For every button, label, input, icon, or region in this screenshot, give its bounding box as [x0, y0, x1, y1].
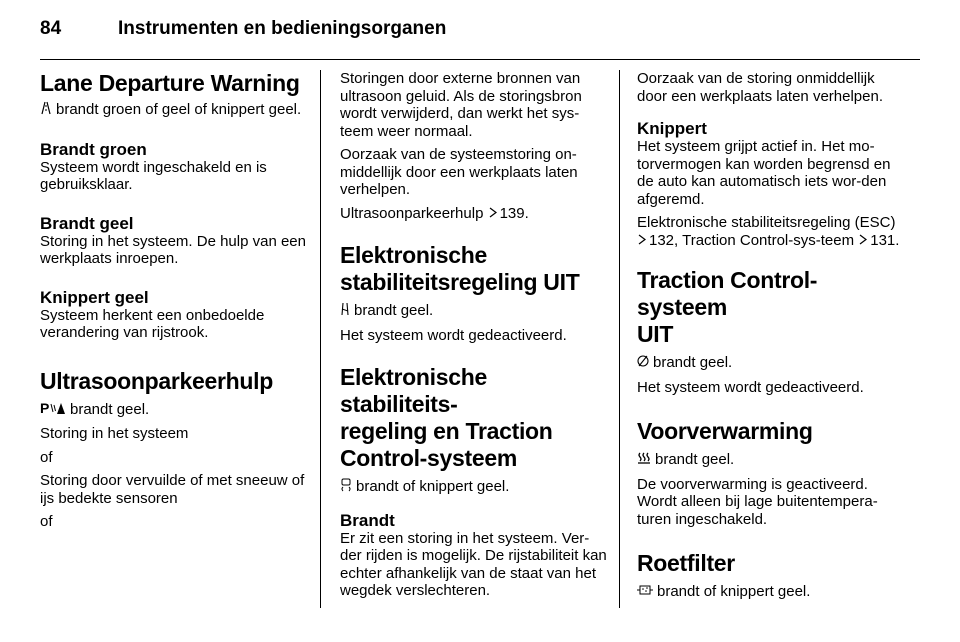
- section-title-parking: Ultrasoonparkeerhulp: [40, 367, 273, 394]
- preheating-paragraph: brandt geel.: [637, 451, 907, 470]
- section-title-esc-off: Elektronische stabiliteitsregeling UIT: [340, 242, 580, 295]
- subhead-knippert: Knippert: [637, 119, 707, 138]
- knippert-paragraph: Het systeem grijpt actief in. Het mo-torvermogen kan worden begrensd en de auto kan automatisch iets wor-den afgeremd.: [637, 138, 891, 208]
- esc-tc-paragraph: brandt of knippert geel.: [340, 478, 608, 497]
- blink-paragraph: Systeem herkent een onbedoelde verandering van rijstrook.: [40, 306, 265, 341]
- park-paragraph: P brandt geel.: [40, 400, 150, 418]
- subhead-brandt-groen: Brandt groen: [40, 139, 147, 159]
- park-text-2: of: [40, 448, 53, 466]
- section-title-traction-control-off: Traction Control-systeem UIT: [637, 267, 818, 347]
- column-3: [637, 70, 907, 608]
- parking-sensor-icon: [40, 401, 66, 420]
- subhead-brandt-geel: Brandt geel: [40, 213, 134, 233]
- page-header: [40, 16, 920, 52]
- glow-plug-icon: [637, 451, 651, 470]
- column-1: [40, 70, 308, 537]
- esc-off-paragraph-2: Het systeem wordt gedeactiveerd.: [340, 326, 567, 344]
- esc-off-paragraph: brandt geel.: [340, 302, 608, 321]
- section-title-esc-tc: Elektronische stabiliteits- regeling en Traction Control-systeem: [340, 364, 553, 471]
- column-divider-left: [320, 70, 321, 608]
- page-reference-icon: [488, 205, 498, 223]
- esc-off-icon: [340, 302, 350, 321]
- subhead-knippert-geel: Knippert geel: [40, 287, 149, 307]
- page-number: 84: [40, 18, 62, 39]
- preheating-paragraph-2: De voorverwarming is geactiveerd. Wordt alleen bij lage buitentempera-turen ingeschakeld.: [637, 475, 878, 528]
- section-title-preheating: Voorverwarming: [637, 418, 813, 444]
- esc-reference-paragraph: Elektronische stabiliteitsregeling (ESC) 132, Traction Control-sys-teem 131.: [637, 214, 900, 249]
- ldw-paragraph: brandt groen of geel of knippert geel.: [40, 101, 308, 120]
- park-text-4: of: [40, 513, 53, 530]
- page-reference-icon: [858, 232, 868, 250]
- svg-text:P: P: [40, 400, 50, 415]
- esc-skid-icon: [340, 478, 352, 497]
- park-text-1: Storing in het systeem: [40, 425, 189, 442]
- col2-paragraph-1: Storingen door externe bronnen van ultrasoon geluid. Als de storingsbron wordt verwijderd, dan werkt het sys-teem weer normaal.: [340, 70, 582, 140]
- subhead-brandt: Brandt: [340, 510, 395, 530]
- tc-off-paragraph: brandt geel.: [637, 354, 907, 373]
- green-paragraph: Systeem wordt ingeschakeld en is gebruiksklaar.: [40, 158, 267, 193]
- col2-paragraph-3: Ultrasoonparkeerhulp 139.: [340, 204, 529, 222]
- soot-filter-paragraph: brandt of knippert geel.: [637, 583, 907, 602]
- park-text-3: Storing door vervuilde of met sneeuw of ijs bedekte sensoren: [40, 472, 305, 507]
- header-divider: [40, 59, 920, 60]
- col2-paragraph-2: Oorzaak van de systeemstoring on-middellijk door een werkplaats laten verhelpen.: [340, 146, 578, 198]
- yellow-paragraph: Storing in het systeem. De hulp van een werkplaats inroepen.: [40, 232, 306, 267]
- section-title-soot-filter: Roetfilter: [637, 550, 735, 576]
- column-divider-right: [619, 70, 620, 608]
- lane-departure-icon: [40, 101, 52, 120]
- page-reference-icon: [637, 232, 647, 250]
- lit-paragraph: Er zit een storing in het systeem. Ver-der rijden is mogelijk. De rijstabiliteit kan echter afhankelijk van de staat van het wegdek verslechteren.: [340, 529, 607, 599]
- diesel-particulate-filter-icon: [637, 583, 653, 602]
- page-title: Instrumenten en bedieningsorganen: [118, 18, 447, 39]
- section-title-lane-departure: Lane Departure Warning: [40, 70, 300, 96]
- tc-off-paragraph-2: Het systeem wordt gedeactiveerd.: [637, 378, 864, 396]
- col3-paragraph-1: Oorzaak van de storing onmiddellijk door een werkplaats laten verhelpen.: [637, 70, 883, 105]
- column-2: [340, 70, 608, 606]
- traction-control-off-icon: [637, 354, 649, 373]
